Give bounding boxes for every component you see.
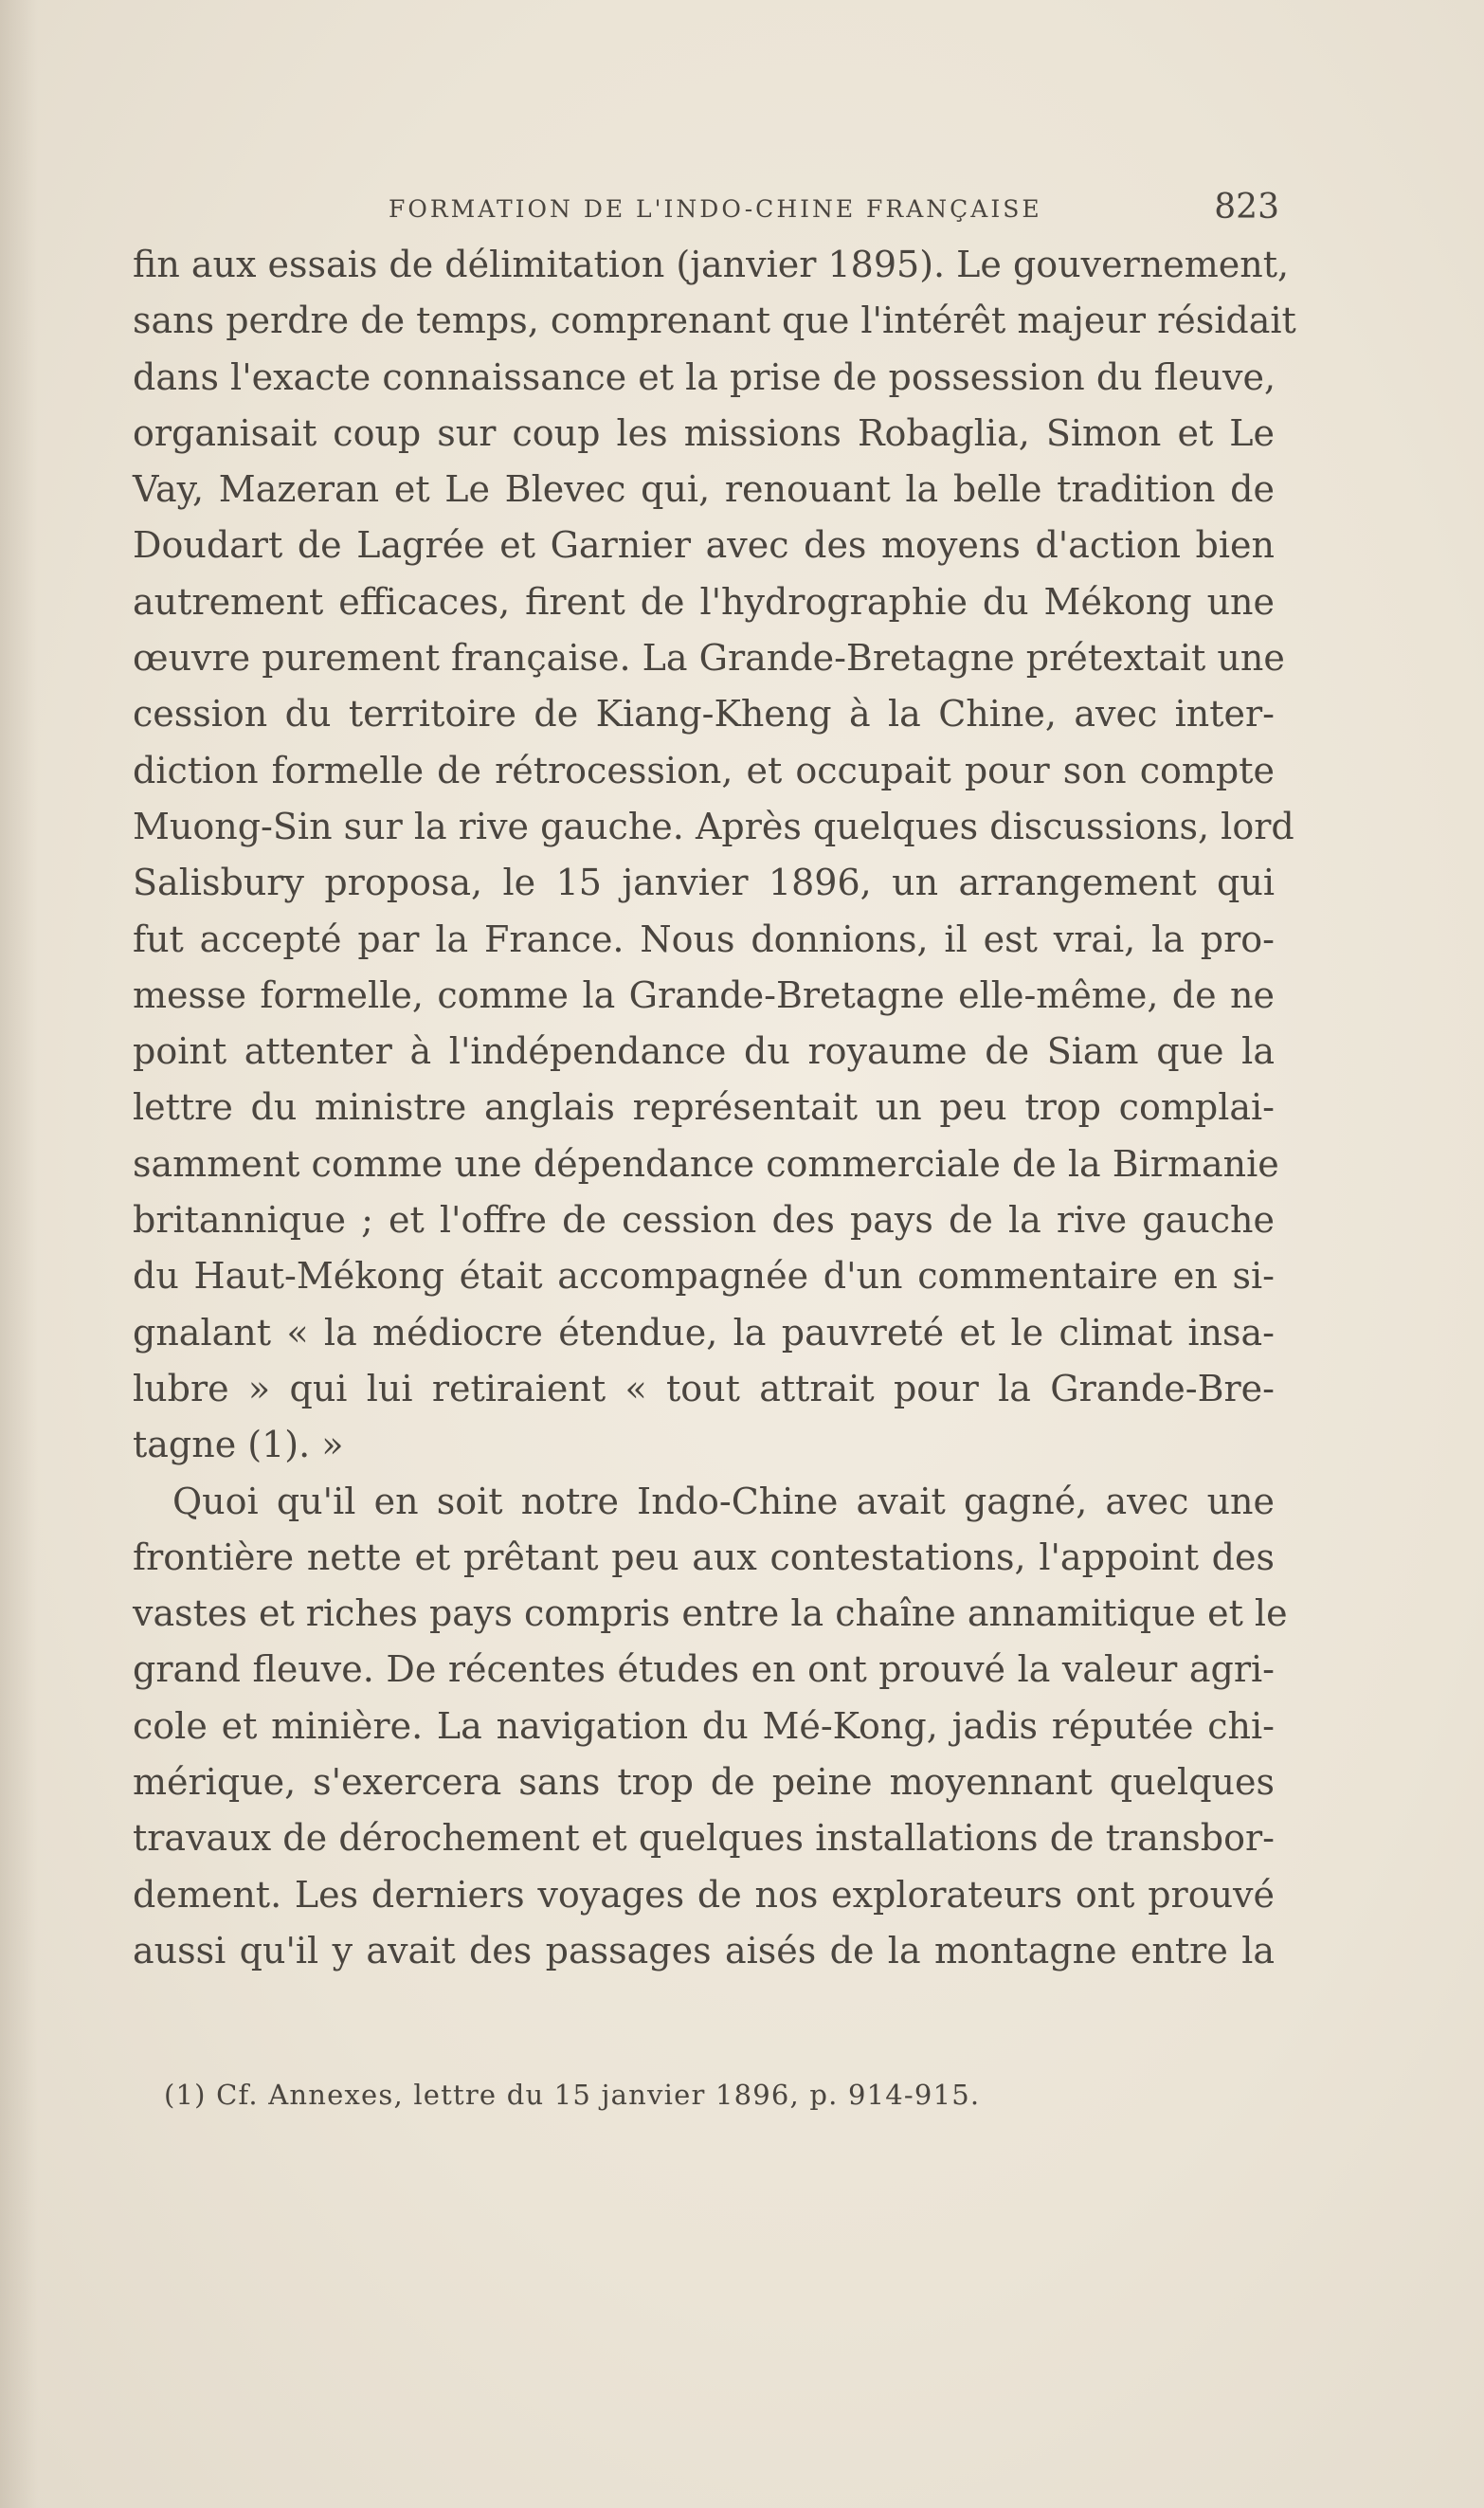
text-line: vastes et riches pays compris entre la chaîne annamitique et le — [133, 1592, 1288, 1635]
body-text — [133, 237, 1296, 1979]
text-line: gnalant « la médiocre étendue, la pauvreté et le climat insa- — [133, 1311, 1275, 1354]
text-line: lubre » qui lui retiraient « tout attrait pour la Grande-Bre- — [133, 1367, 1275, 1409]
text-line: dans l'exacte connaissance et la prise de possession du fleuve, — [133, 355, 1276, 398]
text-line: Muong-Sin sur la rive gauche. Après quelques discussions, lord — [133, 805, 1294, 847]
text-line: mérique, s'exercera sans trop de peine moyennant quelques — [133, 1761, 1275, 1804]
text-line: fin aux essais de délimitation (janvier 1895). Le gouvernement, — [133, 244, 1290, 285]
footnote: (1) Cf. Annexes, lettre du 15 janvier 1896, p. 914-915. — [164, 2079, 981, 2111]
running-head — [133, 188, 1279, 235]
text-line: cession du territoire de Kiang-Kheng à la Chine, avec inter- — [133, 693, 1275, 736]
text-line: britannique ; et l'offre de cession des pays de la rive gauche — [133, 1199, 1275, 1242]
text-line: dement. Les derniers voyages de nos explorateurs ont prouvé — [133, 1873, 1275, 1916]
text-line: aussi qu'il y avait des passages aisés de la montagne entre la — [133, 1929, 1275, 1972]
text-line: fut accepté par la France. Nous donnions, il est vrai, la pro- — [133, 918, 1275, 960]
text-line: grand fleuve. De récentes études en ont prouvé la valeur agri- — [133, 1648, 1275, 1691]
running-head-title: FORMATION DE L'INDO-CHINE FRANÇAISE — [389, 195, 1042, 223]
text-line: samment comme une dépendance commerciale de la Birmanie — [133, 1142, 1279, 1185]
text-line: point attenter à l'indépendance du royaume de Siam que la — [133, 1030, 1275, 1073]
text-line: messe formelle, comme la Grande-Bretagne elle-même, de ne — [133, 973, 1275, 1016]
text-line: Vay, Mazeran et Le Blevec qui, renouant la belle tradition de — [133, 468, 1275, 511]
text-line: frontière nette et prêtant peu aux contestations, l'appoint des — [133, 1536, 1275, 1578]
text-line: autrement efficaces, firent de l'hydrographie du Mékong une — [133, 580, 1275, 623]
text-line: lettre du ministre anglais représentait un peu trop complai- — [133, 1086, 1275, 1129]
text-line: Salisbury proposa, le 15 janvier 1896, un arrangement qui — [133, 862, 1275, 904]
text-line: organisait coup sur coup les missions Robaglia, Simon et Le — [133, 411, 1275, 454]
text-line: Doudart de Lagrée et Garnier avec des moyens d'action bien — [133, 524, 1275, 567]
page-number: 823 — [1214, 188, 1279, 227]
text-line: sans perdre de temps, comprenant que l'intérêt majeur résidait — [133, 300, 1296, 342]
text-line: du Haut-Mékong était accompagnée d'un commentaire en si- — [133, 1255, 1275, 1298]
text-line: Quoi qu'il en soit notre Indo-Chine avait gagné, avec une — [172, 1480, 1275, 1522]
text-line: cole et minière. La navigation du Mé-Kong, jadis réputée chi- — [133, 1704, 1275, 1747]
text-line: tagne (1). » — [133, 1424, 344, 1466]
text-line: travaux de dérochement et quelques installations de transbor- — [133, 1817, 1275, 1860]
text-line: œuvre purement française. La Grande-Bretagne prétextait une — [133, 637, 1285, 680]
text-line: diction formelle de rétrocession, et occupait pour son compte — [133, 749, 1275, 791]
page-fold-shadow — [0, 0, 38, 2508]
